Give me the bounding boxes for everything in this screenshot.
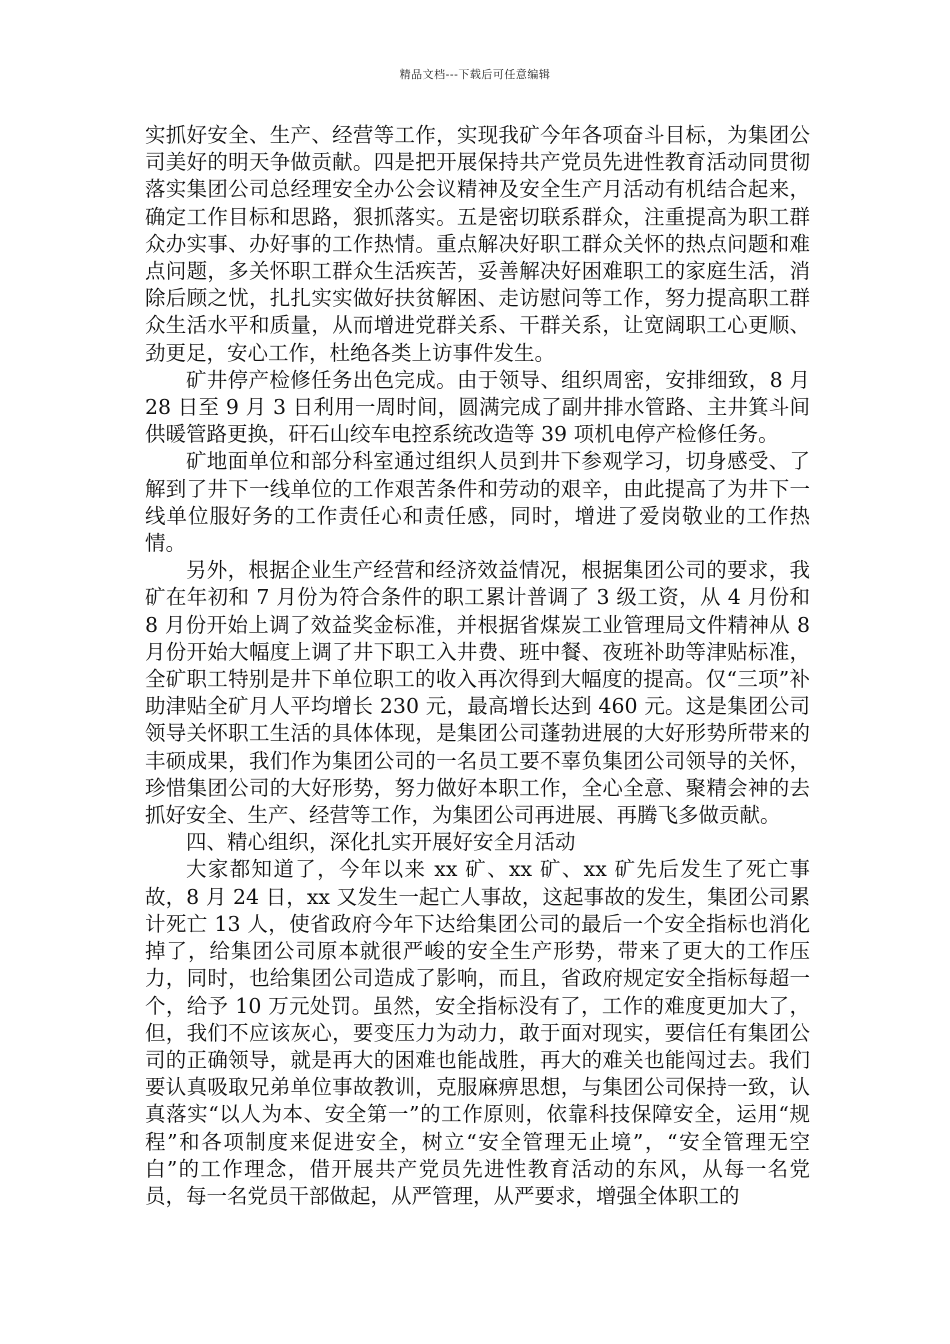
paragraph: 实抓好安全、生产、经营等工作，实现我矿今年各项奋斗目标，为集团公司美好的明天争做贡献。四是把开展保持共产党员先进性教育活动同贯彻落实集团公司总经理安全办公会议精神及安全生产月活动有机结合起来，确定工作目标和思路，狠抓落实。五是密切联系群众，注重提高为职工群众办实事、办好事的工作热情。重点解决好职工群众关怀的热点问题和难点问题，多关怀职工群众生活疾苦，妥善解决好困难职工的家庭生活，消除后顾之忧，扎扎实实做好扶贫解困、走访慰问等工作，努力提高职工群众生活水平和质量，从而增进党群关系、干群关系，让宽阔职工心更顺、劲更足，安心工作，杜绝各类上访事件发生。 xyxy=(145,123,810,365)
page-header: 精品文档---下载后可任意编辑 xyxy=(399,68,551,81)
paragraph: 另外，根据企业生产经营和经济效益情况，根据集团公司的要求，我矿在年初和 7 月份为符合条件的职工累计普调了 3 级工资，从 4 月份和 8 月份开始上调了效益奖金标准，并根据省煤炭工业管理局文件精神从 8 月份开始大幅度上调了井下职工入井费、班中餐、夜班补助等津贴标准，全矿职工特别是井下单位职工的收入再次得到大幅度的提高。仅“三项”补助津贴全矿月人平均增长 230 元，最高增长达到 460 元。这是集团公司领导关怀职工生活的具体体现，是集团公司蓬勃进展的大好形势所带来的丰硕成果，我们作为集团公司的一名员工要不辜负集团公司领导的关怀，珍惜集团公司的大好形势，努力做好本职工作，全心全意、聚精会神的去抓好安全、生产、经营等工作，为集团公司再进展、再腾飞多做贡献。 xyxy=(145,558,810,828)
paragraph: 矿井停产检修任务出色完成。由于领导、组织周密，安排细致，8 月 28 日至 9 月 3 日利用一周时间，圆满完成了副井排水管路、主井箕斗间供暖管路更换，矸石山绞车电控系统改造等 39 项机电停产检修任务。 xyxy=(145,367,810,447)
document-body xyxy=(145,122,810,1210)
section-heading: 四、精心组织，深化扎实开展好安全月活动 xyxy=(186,830,576,855)
paragraph: 大家都知道了，今年以来 xx 矿、xx 矿、xx 矿先后发生了死亡事故，8 月 24 日，xx 又发生一起亡人事故，这起事故的发生，集团公司累计死亡 13 人，使省政府今年下达给集团公司的最后一个安全指标也消化掉了，给集团公司原本就很严峻的安全生产形势，带来了更大的工作压力，同时，也给集团公司造成了影响，而且，省政府规定安全指标每超一个，给予 10 万元处罚。虽然，安全指标没有了，工作的难度更加大了，但，我们不应该灰心，要变压力为动力，敢于面对现实，要信任有集团公司的正确领导，就是再大的困难也能战胜，再大的难关也能闯过去。我们要认真吸取兄弟单位事故教训，克服麻痹思想，与集团公司保持一致，认真落实“以人为本、安全第一”的工作原则，依靠科技保障安全，运用“规程”和各项制度来促进安全，树立“安全管理无止境”，“安全管理无空白”的工作理念，借开展共产党员先进性教育活动的东风，从每一名党员，每一名党员干部做起，从严管理，从严要求，增强全体职工的 xyxy=(145,857,810,1208)
paragraph: 矿地面单位和部分科室通过组织人员到井下参观学习，切身感受、了解到了井下一线单位的工作艰苦条件和劳动的艰辛，由此提高了为井下一线单位服好务的工作责任心和责任感，同时，增进了爱岗敬业的工作热情。 xyxy=(145,449,810,556)
